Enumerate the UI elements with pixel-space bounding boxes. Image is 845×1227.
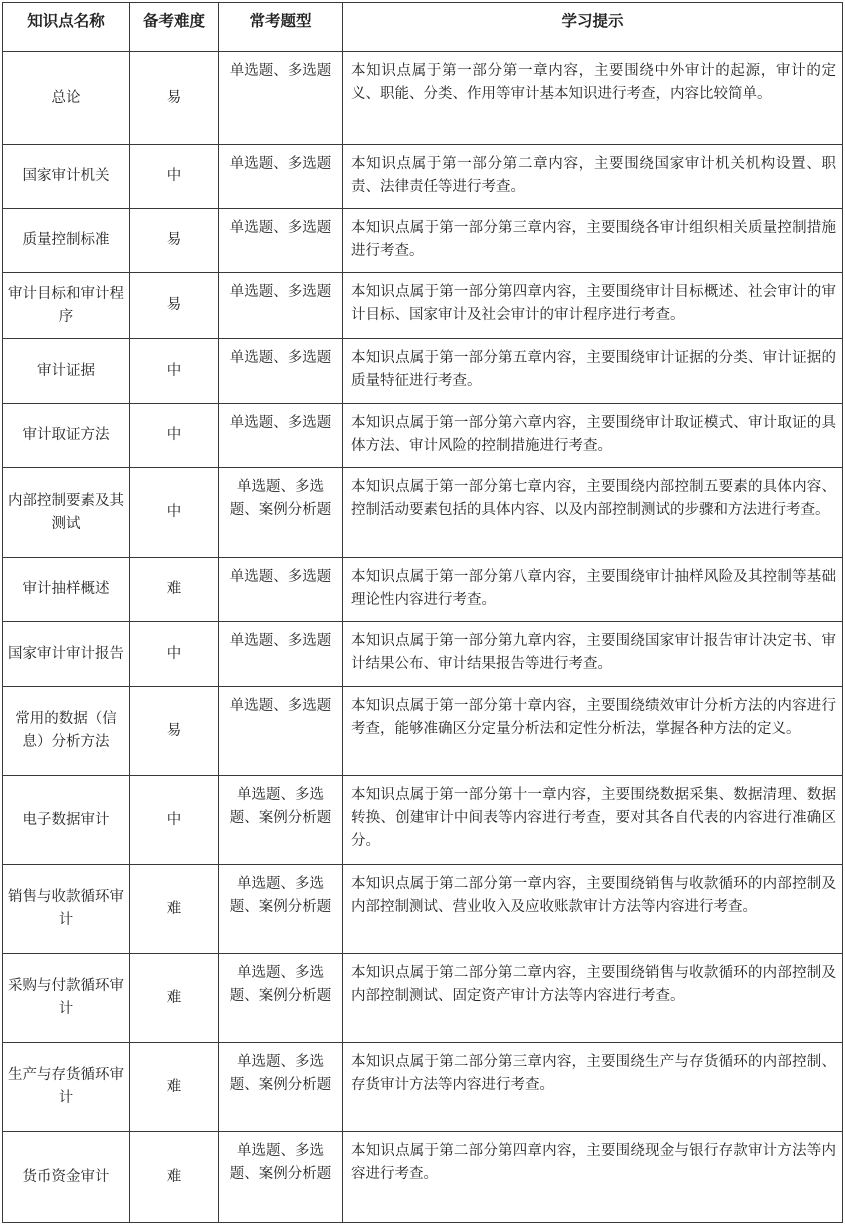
study-tip-cell: 本知识点属于第一部分第四章内容，主要围绕审计目标概述、社会审计的审计目标、国家审计及社会审计的审计程序进行考查。	[343, 273, 843, 339]
knowledge-point-name: 审计证据	[3, 339, 130, 404]
table-row	[3, 1132, 843, 1223]
question-type-cell: 单选题、多选题	[219, 687, 343, 776]
study-tip-cell: 本知识点属于第一部分第五章内容，主要围绕审计证据的分类、审计证据的质量特征进行考查。	[343, 339, 843, 404]
knowledge-point-name: 国家审计审计报告	[3, 622, 130, 687]
study-tip-cell: 本知识点属于第二部分第三章内容，主要围绕生产与存货循环的内部控制、存货审计方法等内容进行考查。	[343, 1043, 843, 1132]
question-type-cell: 单选题、多选题、案例分析题	[219, 865, 343, 954]
question-type-cell: 单选题、多选题	[219, 52, 343, 145]
knowledge-point-name: 质量控制标准	[3, 209, 130, 273]
knowledge-point-name: 电子数据审计	[3, 776, 130, 865]
question-type-cell: 单选题、多选题、案例分析题	[219, 954, 343, 1043]
question-type-cell: 单选题、多选题	[219, 209, 343, 273]
question-type-cell: 单选题、多选题	[219, 339, 343, 404]
study-tip-cell: 本知识点属于第一部分第一章内容，主要围绕中外审计的起源，审计的定义、职能、分类、作用等审计基本知识进行考查，内容比较简单。	[343, 52, 843, 145]
table-row	[3, 776, 843, 865]
table-row	[3, 468, 843, 558]
table-row	[3, 404, 843, 468]
knowledge-point-name: 采购与付款循环审计	[3, 954, 130, 1043]
study-tip-cell: 本知识点属于第一部分第十一章内容，主要围绕数据采集、数据清理、数据转换、创建审计中间表等内容进行考查，要对其各自代表的内容进行准确区分。	[343, 776, 843, 865]
knowledge-point-name: 总论	[3, 52, 130, 145]
question-type-cell: 单选题、多选题、案例分析题	[219, 776, 343, 865]
table-row	[3, 273, 843, 339]
table-row	[3, 622, 843, 687]
question-type-cell: 单选题、多选题、案例分析题	[219, 1043, 343, 1132]
study-tip-cell: 本知识点属于第二部分第一章内容，主要围绕销售与收款循环的内部控制及内部控制测试、营业收入及应收账款审计方法等内容进行考查。	[343, 865, 843, 954]
table-row	[3, 145, 843, 209]
difficulty-cell: 易	[130, 52, 219, 145]
question-type-cell: 单选题、多选题	[219, 622, 343, 687]
knowledge-point-name: 审计抽样概述	[3, 558, 130, 622]
table-row	[3, 339, 843, 404]
table-header	[3, 3, 843, 52]
knowledge-point-name: 销售与收款循环审计	[3, 865, 130, 954]
difficulty-cell: 中	[130, 145, 219, 209]
study-tip-cell: 本知识点属于第一部分第二章内容，主要围绕国家审计机关机构设置、职责、法律责任等进行考查。	[343, 145, 843, 209]
table-row	[3, 687, 843, 776]
difficulty-cell: 难	[130, 1132, 219, 1223]
table-row	[3, 1043, 843, 1132]
knowledge-point-name: 国家审计机关	[3, 145, 130, 209]
table-row	[3, 954, 843, 1043]
difficulty-cell: 易	[130, 273, 219, 339]
knowledge-point-name: 货币资金审计	[3, 1132, 130, 1223]
table-row	[3, 52, 843, 145]
question-type-cell: 单选题、多选题	[219, 145, 343, 209]
study-tip-cell: 本知识点属于第一部分第三章内容，主要围绕各审计组织相关质量控制措施进行考查。	[343, 209, 843, 273]
difficulty-cell: 难	[130, 1043, 219, 1132]
difficulty-cell: 中	[130, 339, 219, 404]
difficulty-cell: 中	[130, 404, 219, 468]
difficulty-cell: 易	[130, 209, 219, 273]
header-difficulty: 备考难度	[130, 3, 219, 52]
study-tip-cell: 本知识点属于第一部分第六章内容，主要围绕审计取证模式、审计取证的具体方法、审计风险的控制措施进行考查。	[343, 404, 843, 468]
knowledge-point-name: 生产与存货循环审计	[3, 1043, 130, 1132]
table-row	[3, 558, 843, 622]
question-type-cell: 单选题、多选题	[219, 273, 343, 339]
knowledge-point-name: 审计目标和审计程序	[3, 273, 130, 339]
knowledge-point-name: 常用的数据（信息）分析方法	[3, 687, 130, 776]
header-row	[3, 3, 843, 52]
table-row	[3, 865, 843, 954]
difficulty-cell: 难	[130, 865, 219, 954]
question-type-cell: 单选题、多选题	[219, 558, 343, 622]
table-row	[3, 209, 843, 273]
knowledge-point-name: 内部控制要素及其测试	[3, 468, 130, 558]
header-tips: 学习提示	[343, 3, 843, 52]
study-tip-cell: 本知识点属于第一部分第十章内容，主要围绕绩效审计分析方法的内容进行考查，能够准确区分定量分析法和定性分析法，掌握各种方法的定义。	[343, 687, 843, 776]
table-body	[3, 52, 843, 1223]
question-type-cell: 单选题、多选题、案例分析题	[219, 468, 343, 558]
header-question-type: 常考题型	[219, 3, 343, 52]
difficulty-cell: 易	[130, 687, 219, 776]
knowledge-table	[2, 2, 843, 1223]
study-tip-cell: 本知识点属于第二部分第四章内容，主要围绕现金与银行存款审计方法等内容进行考查。	[343, 1132, 843, 1223]
study-tip-cell: 本知识点属于第一部分第七章内容，主要围绕内部控制五要素的具体内容、控制活动要素包括的具体内容、以及内部控制测试的步骤和方法进行考查。	[343, 468, 843, 558]
question-type-cell: 单选题、多选题	[219, 404, 343, 468]
difficulty-cell: 中	[130, 622, 219, 687]
difficulty-cell: 中	[130, 776, 219, 865]
knowledge-point-name: 审计取证方法	[3, 404, 130, 468]
difficulty-cell: 难	[130, 558, 219, 622]
question-type-cell: 单选题、多选题、案例分析题	[219, 1132, 343, 1223]
difficulty-cell: 中	[130, 468, 219, 558]
study-tip-cell: 本知识点属于第一部分第九章内容，主要围绕国家审计报告审计决定书、审计结果公布、审计结果报告等进行考查。	[343, 622, 843, 687]
study-tip-cell: 本知识点属于第一部分第八章内容，主要围绕审计抽样风险及其控制等基础理论性内容进行考查。	[343, 558, 843, 622]
study-tip-cell: 本知识点属于第二部分第二章内容，主要围绕销售与收款循环的内部控制及内部控制测试、固定资产审计方法等内容进行考查。	[343, 954, 843, 1043]
difficulty-cell: 难	[130, 954, 219, 1043]
header-name: 知识点名称	[3, 3, 130, 52]
